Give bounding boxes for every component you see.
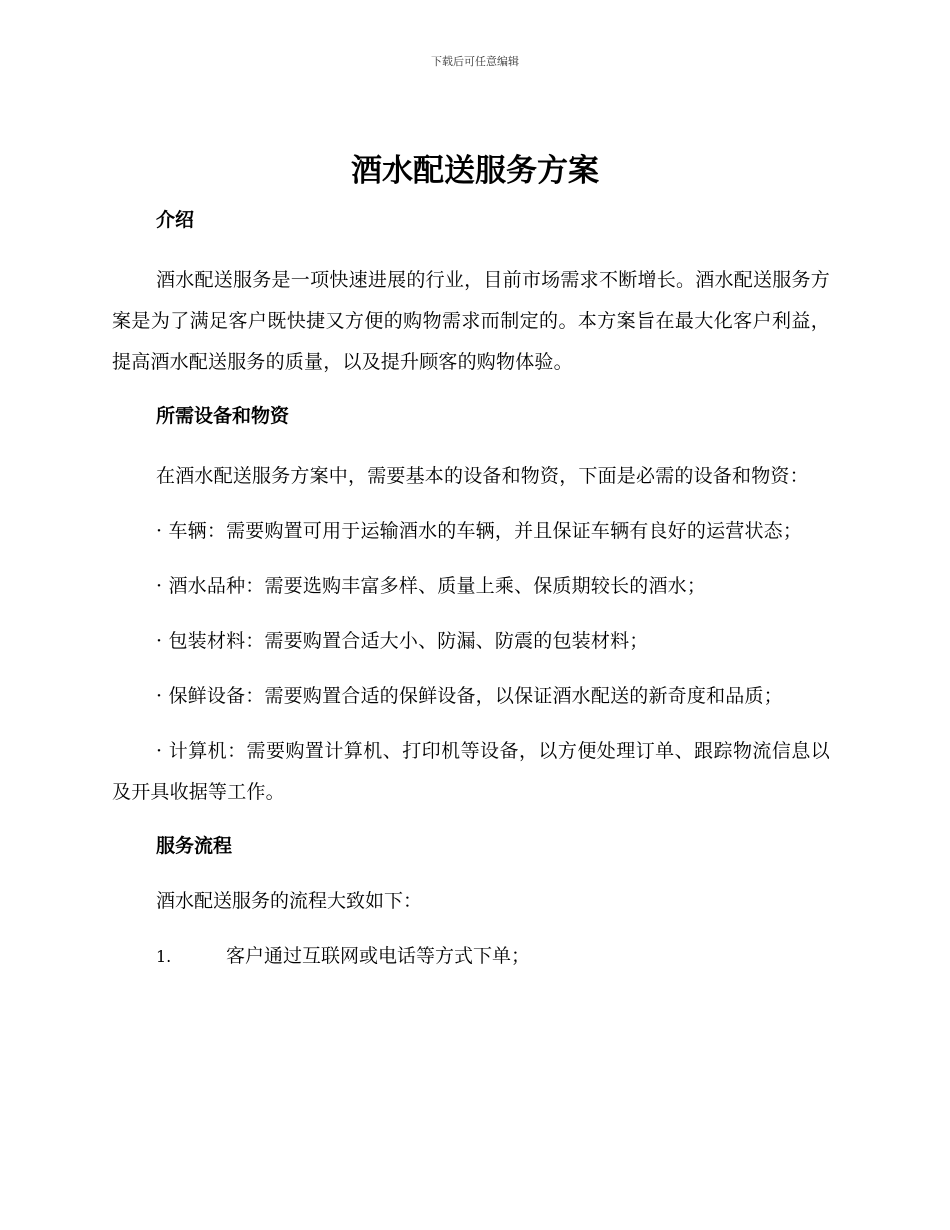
- process-step: [112, 941, 830, 972]
- equipment-item-preservation: · 保鲜设备：需要购置合适的保鲜设备，以保证酒水配送的新奇度和品质；: [156, 685, 783, 707]
- intro-paragraph: 酒水配送服务是一项快速进展的行业，目前市场需求不断增长。酒水配送服务方案是为了满足客户既快捷又方便的购物需求而制定的。本方案旨在最大化客户利益，提高酒水配送服务的质量，以及提升顾客的购物体验。: [112, 269, 830, 373]
- process-paragraph: 酒水配送服务的流程大致如下：: [156, 890, 423, 912]
- equipment-item-vehicle: · 车辆：需要购置可用于运输酒水的车辆，并且保证车辆有良好的运营状态；: [156, 520, 803, 542]
- equipment-item-computer: · 计算机：需要购置计算机、打印机等设备，以方便处理订单、跟踪物流信息以及开具收据等工作。: [112, 740, 830, 803]
- equipment-item-packaging: · 包装材料：需要购置合适大小、防漏、防震的包装材料；: [156, 630, 649, 652]
- section-heading-intro: 介绍: [156, 209, 195, 231]
- section-heading-process: 服务流程: [156, 835, 233, 857]
- document-body: [112, 205, 830, 996]
- section-heading-equipment: 所需设备和物资: [156, 405, 290, 427]
- document-title: 酒水配送服务方案: [351, 153, 599, 189]
- equipment-item-drinks: · 酒水品种：需要选购丰富多样、质量上乘、保质期较长的酒水；: [156, 575, 707, 597]
- equipment-paragraph: 在酒水配送服务方案中，需要基本的设备和物资，下面是必需的设备和物资：: [156, 465, 809, 487]
- process-step-number: 1.: [156, 947, 172, 966]
- process-step-text: 客户通过互联网或电话等方式下单；: [226, 945, 531, 967]
- header-note: 下载后可任意编辑: [431, 55, 519, 68]
